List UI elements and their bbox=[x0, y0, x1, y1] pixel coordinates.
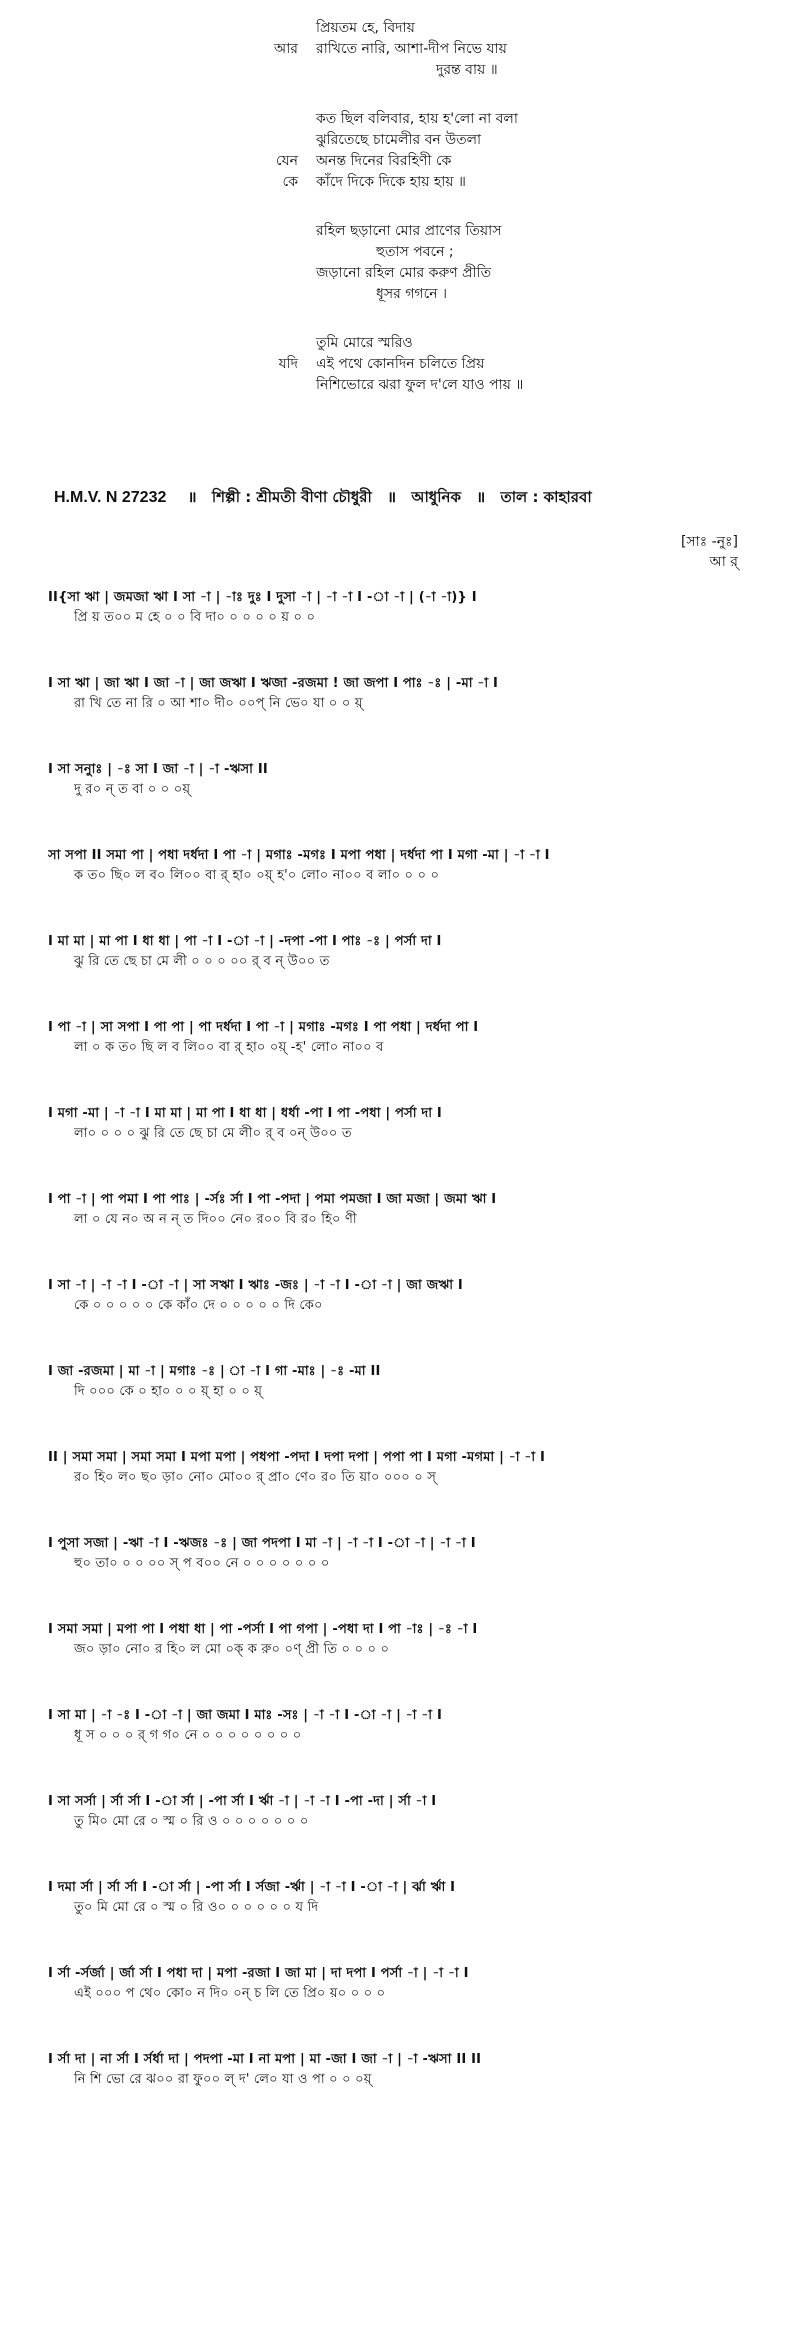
lyrics-line bbox=[250, 375, 770, 396]
lyrics-line-text: তুমি মোরে স্মরিও bbox=[316, 335, 413, 351]
lyrics-line-prefix bbox=[250, 221, 316, 242]
intro-swara: [সাঃ -নুঃ] bbox=[680, 534, 738, 550]
lyrics-line-text: ঝুরিতেছে চামেলীর বন উতলা bbox=[316, 132, 482, 148]
lyrics-line-prefix bbox=[250, 333, 316, 354]
artist-credit: শিল্পী : শ্রীমতী বীণা চৌধুরী bbox=[211, 488, 372, 506]
header-separator: ॥ bbox=[187, 488, 197, 506]
header-separator: ॥ bbox=[387, 488, 397, 506]
lyrics-line-prefix bbox=[250, 109, 316, 130]
lyrics-line-prefix: আর bbox=[273, 41, 298, 57]
intro-note bbox=[681, 532, 738, 572]
syllable-line: লা০ ০ ০ ০ ঝু রি তে ছে চা মে লী০ র্ ব ০ন্ উ০০ ত bbox=[74, 1126, 352, 1141]
lyrics-block bbox=[250, 18, 770, 424]
swara-line: I সা সর্সা | র্সা র্সা I -া র্সা | -পা র্সা I র্ঋা -া | -া -া I -পা -দা | র্সা -া I bbox=[48, 1794, 437, 1809]
syllable-line: তু০ মি মো রে ০ স্ম ০ রি ও০ ০ ০ ০ ০ ০ য দি bbox=[74, 1900, 319, 1915]
notation-block bbox=[48, 1190, 768, 1276]
notation-block bbox=[48, 1964, 768, 2050]
lyrics-line-prefix: কে bbox=[282, 174, 298, 190]
lyrics-line-text: প্রিয়তম হে, বিদায় bbox=[316, 20, 415, 36]
notation-block bbox=[48, 1276, 768, 1362]
lyrics-line-text: কত ছিল বলিবার, হায় হ'লো না বলা bbox=[316, 111, 518, 127]
notation-block bbox=[48, 1448, 768, 1534]
lyrics-line-prefix bbox=[250, 284, 316, 305]
swara-line: II | সমা সমা | সমা সমা I মপা মপা | পধপা -পদা I দপা দপা | পপা পা I মগা -মগমা | -া -া I bbox=[48, 1450, 546, 1465]
swara-line: I পুসা সজা | -ঋা -া I -ঋজঃ -ঃ | জা পদপা I মা -া | -া -া I -া -া | -া -া I bbox=[48, 1536, 476, 1551]
syllable-line: দু র০ ন্ ত বা ০ ০ ০য়্ bbox=[74, 782, 191, 797]
lyrics-stanza bbox=[250, 109, 770, 193]
lyrics-line bbox=[250, 333, 770, 354]
genre-label: আধুনিক bbox=[411, 488, 461, 506]
swara-line: I সা -া | -া -া I -া -া | সা সঋা I ঋাঃ -জঃ | -া -া I -া -া | জা জঋা I bbox=[48, 1278, 463, 1293]
lyrics-line-text: রাখিতে নারি, আশা-দীপ নিভে যায় bbox=[316, 41, 507, 57]
swara-line: I পা -া | সা সপা I পা পা | পা দর্ধদা I পা -া | মগাঃ -মগঃ I পা পধা | দর্ধদা পা I bbox=[48, 1020, 479, 1035]
notation-block bbox=[48, 1018, 768, 1104]
syllable-line: হু০ তা০ ০ ০ ০০ স্ প ব০০ নে ০ ০ ০ ০ ০ ০ ০ bbox=[74, 1556, 330, 1571]
notation-block bbox=[48, 846, 768, 932]
swara-line: I মা মা | মা পা I ধা ধা | পা -া I -া -া | -দপা -পা I পাঃ -ঃ | পর্সা দা I bbox=[48, 934, 442, 949]
syllable-line: জ০ ড়া০ নো০ র হি০ ল মো ০ক্ ক রু০ ০ণ্ প্রী তি ০ ০ ০ ০ bbox=[74, 1642, 390, 1657]
lyrics-line bbox=[250, 172, 770, 193]
swara-line: I জা -রজমা | মা -া | মগাঃ -ঃ | া -া I গা -মাঃ | -ঃ -মা II bbox=[48, 1364, 381, 1379]
notation-block bbox=[48, 1362, 768, 1448]
lyrics-line-text: কাঁদে দিকে দিকে হায় হায় ॥ bbox=[316, 174, 466, 190]
syllable-line: রা খি তে না রি ০ আ শা০ দী০ ০০প্ নি ভে০ যা ০ ০ য়্ bbox=[74, 696, 363, 711]
lyrics-stanza bbox=[250, 221, 770, 305]
lyrics-line bbox=[250, 39, 770, 60]
syllable-line: কে ০ ০ ০ ০ ০ কে কাঁ০ দে ০ ০ ০ ০ ০ দি কে০ bbox=[74, 1298, 323, 1313]
notation-block bbox=[48, 2050, 768, 2136]
notation-block bbox=[48, 588, 768, 674]
swara-line: I সা সনুাঃ | -ঃ সা I জা -া | -া -ঋসা II bbox=[48, 762, 268, 777]
notation-block bbox=[48, 674, 768, 760]
syllable-line: প্রি য় ত০০ ম হে ০ ০ বি দা০ ০ ০ ০ ০ য় ০ ০ bbox=[74, 610, 316, 625]
lyrics-line bbox=[250, 242, 770, 263]
swara-line: সা সপা II সমা পা | পধা দর্ধদা I পা -া | মগাঃ -মগঃ I মপা পধা | দর্ধদা পা I মগা -মা | -া -া I bbox=[48, 848, 550, 863]
swara-line: I সমা সমা | মপা পা I পধা ধা | পা -পর্সা I পা গপা | -পধা দা I পা -াঃ | -ঃ -া I bbox=[48, 1622, 478, 1637]
syllable-line: এই ০০০ প থে০ কো০ ন দি০ ০ন্ চ লি তে প্রি০ য়০ ০ ০ ০ bbox=[74, 1986, 386, 2001]
lyrics-line-text: দুরন্ত বায় ॥ bbox=[436, 62, 498, 78]
lyrics-line-text: হুতাস পবনে ; bbox=[376, 244, 454, 260]
syllable-line: দি ০০০ কে ০ হা০ ০ ০ য়্ হা ০ ০ য়্ bbox=[74, 1384, 263, 1399]
lyrics-line bbox=[250, 60, 770, 81]
notation-block bbox=[48, 1878, 768, 1964]
lyrics-line bbox=[250, 284, 770, 305]
notation-block bbox=[48, 932, 768, 1018]
lyrics-line bbox=[250, 18, 770, 39]
swara-line: I সা মা | -া -ঃ I -া -া | জা জমা I মাঃ -সঃ | -া -া I -া -া | -া -া I bbox=[48, 1708, 443, 1723]
lyrics-line-text: জড়ানো রহিল মোর করুণ প্রীতি bbox=[316, 265, 492, 281]
lyrics-line bbox=[250, 130, 770, 151]
lyrics-line-prefix bbox=[250, 263, 316, 284]
lyrics-line-prefix bbox=[250, 375, 316, 396]
lyrics-line-text: অনন্ত দিনের বিরহিণী কে bbox=[316, 153, 452, 169]
notation-block bbox=[48, 1104, 768, 1190]
notation-block bbox=[48, 1620, 768, 1706]
syllable-line: তু মি০ মো রে ০ স্ম ০ রি ও ০ ০ ০ ০ ০ ০ ০ bbox=[74, 1814, 309, 1829]
syllable-line: ধূ স ০ ০ ০ র্ গ গ০ নে ০ ০ ০ ০ ০ ০ ০ ০ bbox=[74, 1728, 302, 1743]
swara-line: I সা ঋা | জা ঋা I জা -া | জা জঋা I ঋজা -রজমা ! জা জপা I পাঃ -ঃ | -মা -া I bbox=[48, 676, 499, 691]
lyrics-line bbox=[250, 354, 770, 375]
notation-block bbox=[48, 760, 768, 846]
swara-line: I র্সা -র্সর্জা | র্জা র্সা I পধা দা | মপা -রজা I জা মা | দা দপা I পর্সা -া | -া -া I bbox=[48, 1966, 469, 1981]
lyrics-stanza bbox=[250, 333, 770, 396]
lyrics-line-prefix bbox=[250, 18, 316, 39]
syllable-line: নি শি ভো রে ঝ০০ রা ফু০০ ল্ দ' লে০ যা ও পা ০ ০ ০য়্ bbox=[74, 2072, 372, 2087]
notation-score bbox=[48, 588, 768, 2136]
lyrics-line-text: নিশিভোরে ঝরা ফুল দ'লে যাও পায় ॥ bbox=[316, 377, 524, 393]
lyrics-line bbox=[250, 109, 770, 130]
notation-block bbox=[48, 1706, 768, 1792]
syllable-line: ক ত০ ছি০ ল ব০ লি০০ বা র্ হা০ ০য়্ হ'০ লো০ না০০ ব লা০ ০ ০ ০ bbox=[74, 868, 440, 883]
lyrics-line-text: এই পথে কোনদিন চলিতে প্রিয় bbox=[316, 356, 485, 372]
syllable-line: লা ০ ক ত০ ছি ল ব লি০০ বা র্ হা০ ০য়্ -হ' লো০ না০০ ব bbox=[74, 1040, 384, 1055]
swara-line: I পা -া | পা পমা I পা পাঃ | -র্সঃ র্সা I পা -পদা | পমা পমজা I জা মজা | জমা ঋা I bbox=[48, 1192, 497, 1207]
tala-label: তাল : কাহারবা bbox=[500, 488, 592, 506]
header-separator: ॥ bbox=[476, 488, 486, 506]
notation-block bbox=[48, 1534, 768, 1620]
lyrics-line bbox=[250, 263, 770, 284]
lyrics-line-prefix: যেন bbox=[275, 153, 298, 169]
syllable-line: র০ হি০ ল০ ছ০ ড়া০ নো০ মো০০ র্ প্রা০ ণে০ র০ তি য়া০ ০০০ ০ স্ bbox=[74, 1470, 437, 1485]
intro-syllables: আ র্ bbox=[709, 554, 738, 570]
swara-line: I র্সা দা | না র্সা I র্সর্ধা দা | পদপা -মা I না মপা | মা -জা I জা -া | -া -ঋসা II II bbox=[48, 2052, 482, 2067]
syllable-line: ঝু রি তে ছে চা মে লী ০ ০ ০ ০০ র্ ব ন্ উ০০ ত bbox=[74, 954, 330, 969]
lyrics-line bbox=[250, 221, 770, 242]
syllable-line: লা ০ যে ন০ অ ন ন্ ত দি০০ নে০ র০০ বি র০ হি০ ণী bbox=[74, 1212, 357, 1227]
lyrics-line-text: ধূসর গগনে । bbox=[376, 286, 448, 302]
lyrics-line-prefix bbox=[250, 60, 316, 81]
swara-line: II{সা ঋা | জমজা ঋা I সা -া | -াঃ দুঃ I দুসা -া | -া -া I -া -া | (-া -া)} I bbox=[48, 590, 477, 605]
lyrics-line-prefix: যদি bbox=[278, 356, 298, 372]
lyrics-stanza bbox=[250, 18, 770, 81]
lyrics-line-prefix bbox=[250, 242, 316, 263]
song-header bbox=[54, 486, 774, 511]
lyrics-line-prefix bbox=[250, 130, 316, 151]
lyrics-line bbox=[250, 151, 770, 172]
notation-block bbox=[48, 1792, 768, 1878]
lyrics-line-text: রহিল ছড়ানো মোর প্রাণের তিয়াস bbox=[316, 223, 502, 239]
swara-line: I মগা -মা | -া -া I মা মা | মা পা I ধা ধা | ধর্ধা -পা I পা -পধা | পর্সা দা I bbox=[48, 1106, 442, 1121]
record-number: H.M.V. N 27232 bbox=[54, 489, 167, 506]
swara-line: I দমা র্সা | র্সা র্সা I -া র্সা | -পা র্সা I র্সজা -র্ঋা | -া -া I -া -া | র্ঝা র্ঋা I bbox=[48, 1880, 456, 1895]
